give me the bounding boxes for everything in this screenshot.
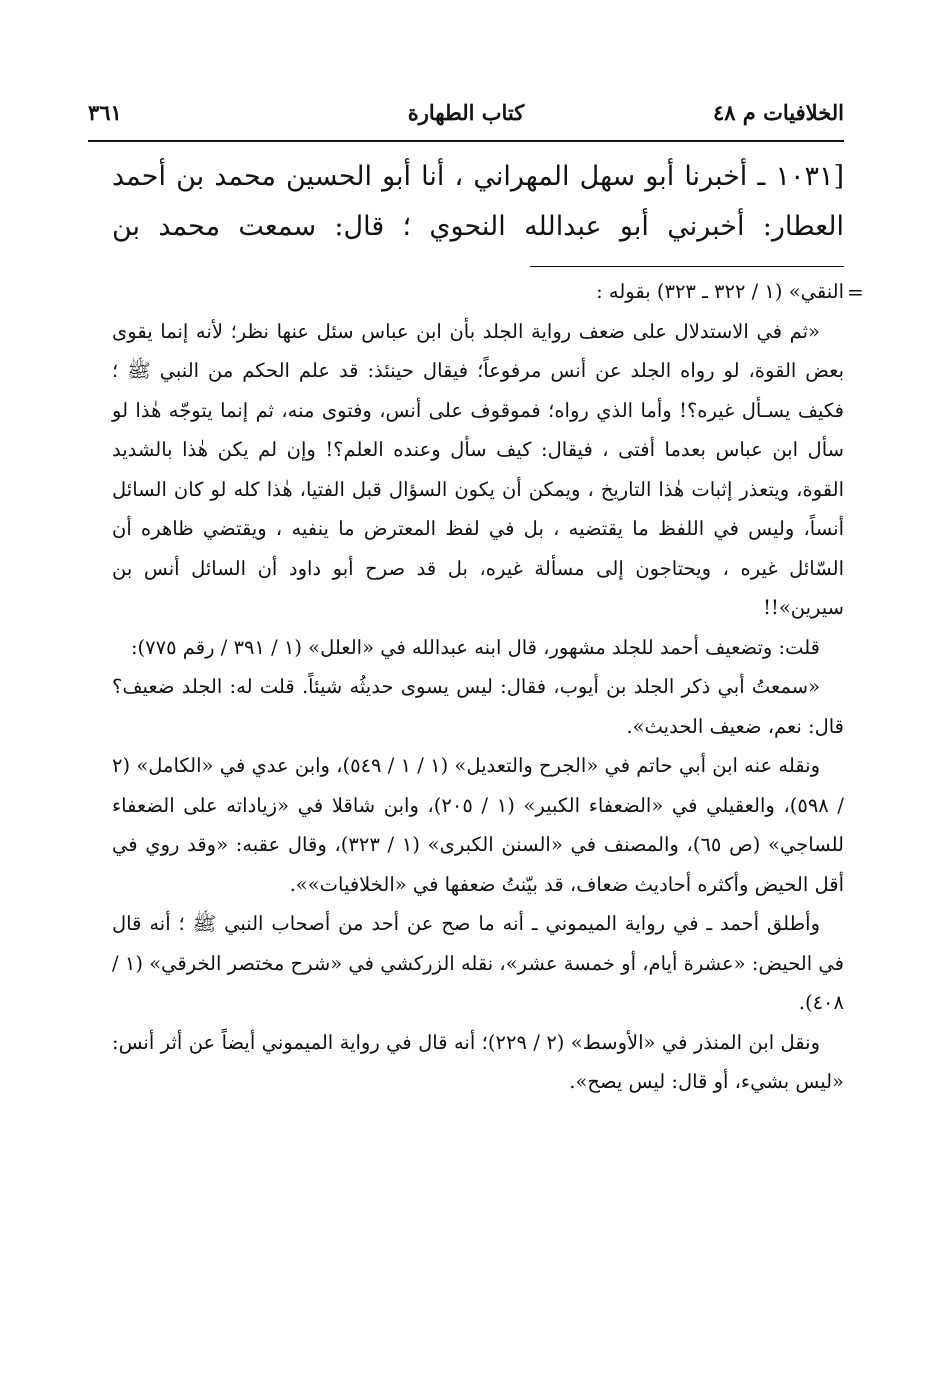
footnote-paragraph: «سمعتُ أبي ذكر الجلد بن أيوب، فقال: ليس يسوى حديثُه شيئاً. قلت له: الجلد ضعيف؟ قال: نعم، ضعيف الحديث».	[112, 675, 844, 738]
main-text	[112, 152, 844, 252]
header-book-title: كتاب الطهارة	[407, 99, 525, 125]
page-header	[88, 90, 844, 134]
footnote-paragraph: النقي» (١ / ٣٢٢ ـ ٣٢٣) بقوله :	[596, 280, 844, 303]
footnote-paragraph: قلت: وتضعيف أحمد للجلد مشهور، قال ابنه عبدالله في «العلل» (١ / ٣٩١ / رقم ٧٧٥):	[130, 635, 820, 659]
header-divider	[88, 140, 844, 142]
header-volume-ref: الخلافيات م ٤٨	[712, 99, 844, 125]
footnote-divider	[530, 266, 844, 267]
footnote-paragraph: وأطلق أحمد ـ في رواية الميموني ـ أنه ما صح عن أحد من أصحاب النبي ﷺ ؛ أنه قال في الحيض: «عشرة أيام، أو خمسة عشر»، نقله الزركشي في «شرح مختصر الخرقي» (١ / ٤٠٨).	[112, 912, 844, 1014]
footnotes	[112, 272, 844, 1102]
footnote-continuation-marker: =	[847, 280, 864, 304]
footnote-paragraph: ونقله عنه ابن أبي حاتم في «الجرح والتعديل» (١ / ١ / ٥٤٩)، وابن عدي في «الكامل» (٢ / ٥٩٨)، والعقيلي في «الضعفاء الكبير» (١ / ٢٠٥)، وابن شاقلا في «زياداته على الضعفاء للساجي» (ص ٦٥)، والمصنف في «السنن الكبرى» (١ / ٣٢٣)، وقال عقبه: «وقد روي في أقل الحيض وأكثره أحاديث ضعاف، قد بيّنتُ ضعفها في «الخلافيات»».	[112, 754, 844, 896]
header-page-number: ٣٦١	[88, 99, 122, 125]
footnote-paragraph: «ثم في الاستدلال على ضعف رواية الجلد بأن ابن عباس سئل عنها نظر؛ لأنه إنما يقوى بعض القوة، لو رواه الجلد عن أنس مرفوعاً؛ فيقال حينئذ: قد علم الحكم من النبي ﷺ ؛ فكيف يسـأل غيره؟! وأما الذي رواه؛ فموقوف على أنس، وفتوى منه، ثم إنما يتوجّه هٰذا لو سأل ابن عباس بعدما أفتى ، فيقال: كيف سأل وعنده العلم؟! وإن لم يكن هٰذا بالشديد القوة، ويتعذر إثبات هٰذا التاريخ ، ويمكن أن يكون السؤال قبل الفتيا، هٰذا كله لو كان السائل أنساً، وليس في اللفظ ما يقتضيه ، بل في لفظ المعترض ما ينفيه ، ويقتضي ظاهره أن السّائل غيره ، ويحتاجون إلى مسألة غيره، بل قد صرح أبو داود أن السائل أنس بن سيرين»!!	[112, 319, 844, 619]
main-paragraph: [١٠٣١ ـ أخبرنا أبو سهل المهراني ، أنا أبو الحسين محمد بن أحمد العطار: أخبرني أبو عبدالله النحوي ؛ قال: سمعت محمد بن	[112, 161, 844, 242]
footnote-paragraph: ونقل ابن المنذر في «الأوسط» (٢ / ٢٢٩)؛ أنه قال في رواية الميموني أيضاً عن أثر أنس: «ليس بشيء، أو قال: ليس يصح».	[112, 1030, 844, 1093]
